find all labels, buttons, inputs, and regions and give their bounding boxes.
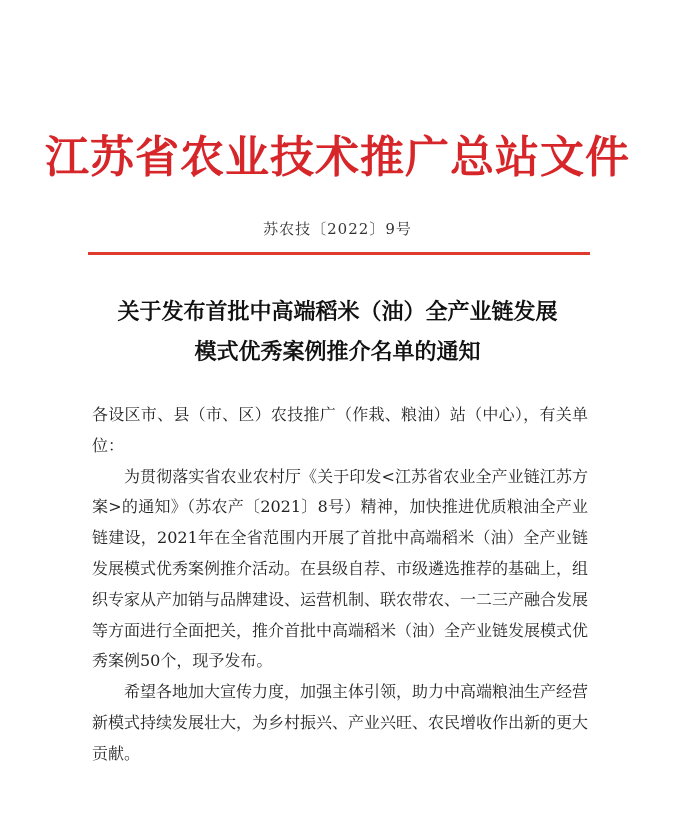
document-number: 苏农技〔2022〕9号 [263,220,412,238]
notice-body [92,400,588,770]
notice-title-line-2: 模式优秀案例推介名单的通知 [194,339,481,365]
notice-title-line-1: 关于发布首批中高端稻米（油）全产业链发展 [117,299,558,325]
body-paragraph-2: 希望各地加大宣传力度，加强主体引领，助力中高端粮油生产经营新模式持续发展壮大，为乡村振兴、产业兴旺、农民增收作出新的更大贡献。 [92,682,589,763]
body-paragraph-1: 为贯彻落实省农业农村厅《关于印发<江苏省农业全产业链江苏方案>的通知》（苏农产〔2021〕8号）精神，加快推进优质粮油全产业链建设，2021年在全省范围内开展了首批中高端稻米（油）全产业链发展模式优秀案例推介活动。在县级自荐、市级遴选推荐的基础上，组织专家从产加销与品牌建设、运营机制、联农带农、一二三产融合发展等方面进行全面把关，推介首批中高端稻米（油）全产业链发展模式优秀案例50个，现予发布。 [92,466,589,671]
issuing-agency-header: 江苏省农业技术推广总站文件 [45,132,630,183]
red-divider-line [88,252,590,255]
addressee-paragraph: 各设区市、县（市、区）农技推广（作栽、粮油）站（中心），有关单位： [92,405,588,455]
notice-title [60,292,615,372]
